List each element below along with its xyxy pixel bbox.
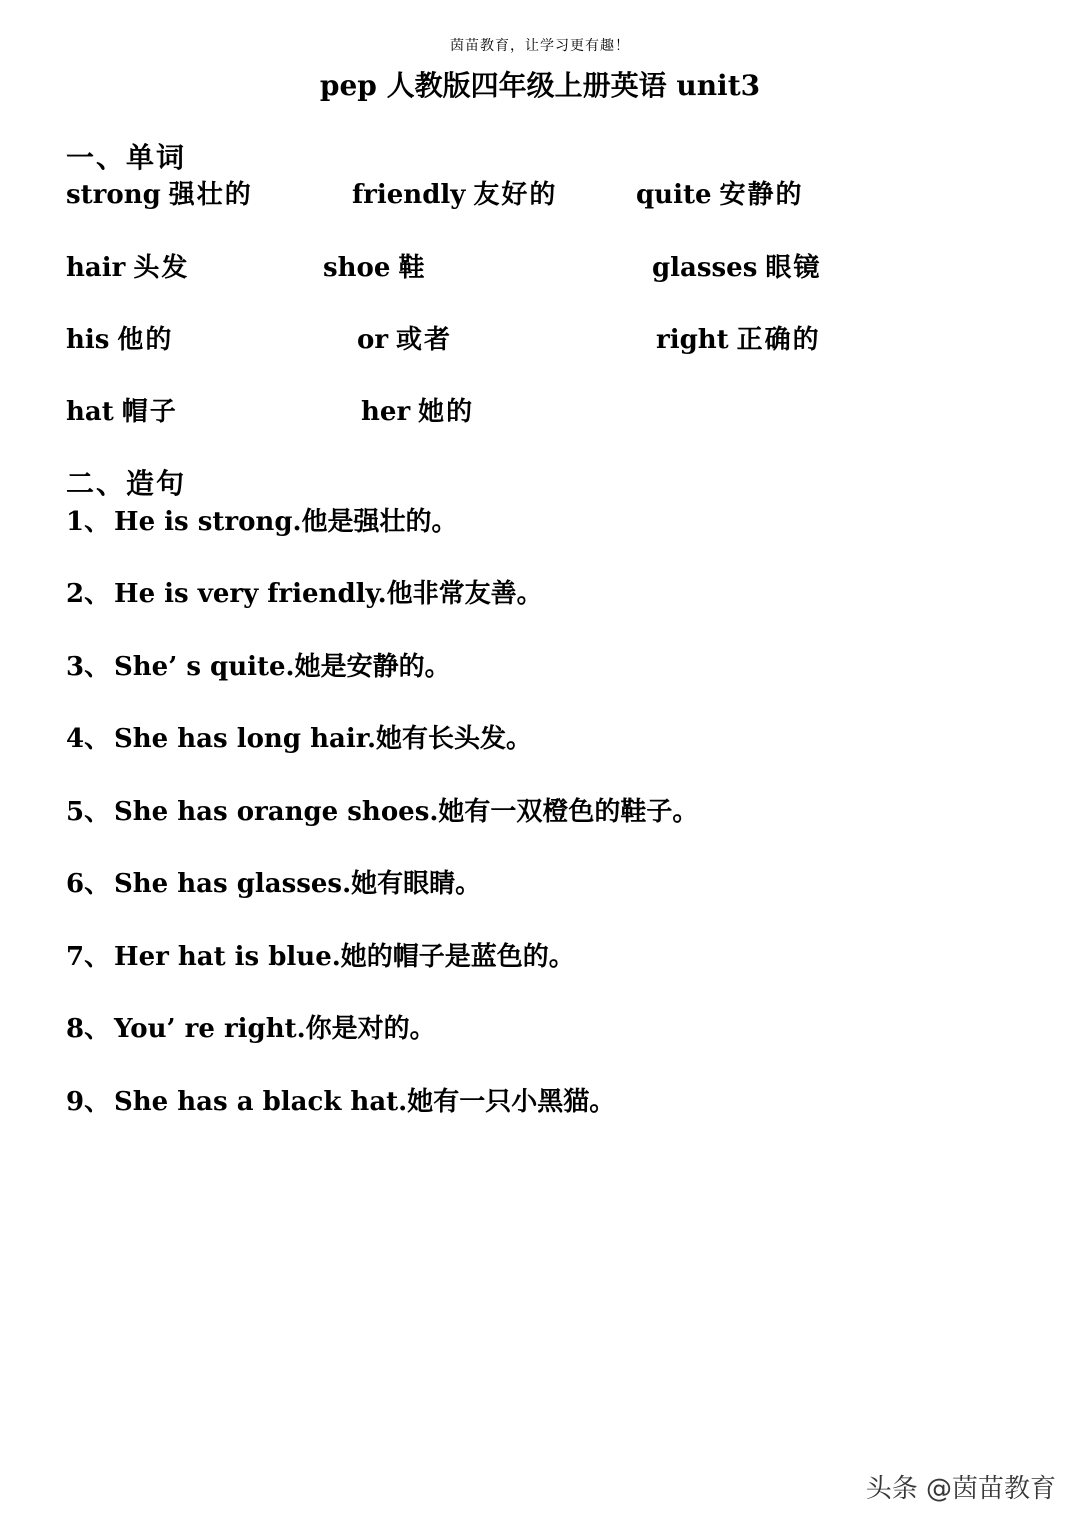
vocab-item-right xyxy=(656,319,821,356)
sentence-number: 2、 xyxy=(66,579,111,609)
sentence-number: 4、 xyxy=(66,724,111,754)
sentence-text: She has long hair.她有长头发。 xyxy=(114,724,533,754)
vocab-chinese: 安静的 xyxy=(719,180,804,210)
vocab-english: her xyxy=(361,397,411,427)
vocab-item-hat xyxy=(66,391,178,428)
vocab-chinese: 鞋 xyxy=(398,253,427,283)
sentence-6 xyxy=(66,863,481,900)
section-vocabulary-heading: 一、单词 xyxy=(66,141,187,174)
sentence-number: 7、 xyxy=(66,942,111,972)
vocab-english: shoe xyxy=(323,253,391,283)
sentence-number: 5、 xyxy=(66,797,111,827)
vocab-chinese: 或者 xyxy=(396,325,453,355)
sentence-text: She’ s quite.她是安静的。 xyxy=(114,652,451,682)
sentence-text: She has glasses.她有眼睛。 xyxy=(114,869,482,899)
sentence-text: He is strong.他是强壮的。 xyxy=(114,507,458,537)
vocab-english: or xyxy=(357,325,389,355)
sentence-9 xyxy=(66,1081,615,1118)
vocab-english: right xyxy=(656,325,729,355)
vocab-english: hair xyxy=(66,253,126,283)
vocab-english: strong xyxy=(66,180,161,210)
document-title: pep 人教版四年级上册英语 unit3 xyxy=(319,69,761,102)
sentence-8 xyxy=(66,1008,436,1045)
vocab-item-strong xyxy=(66,174,253,211)
sentence-text: He is very friendly.他非常友善。 xyxy=(114,579,543,609)
vocab-item-shoe xyxy=(323,247,426,284)
vocab-english: friendly xyxy=(352,180,466,210)
sentence-7 xyxy=(66,936,575,973)
vocab-item-or xyxy=(357,319,452,356)
sentence-number: 8、 xyxy=(66,1014,111,1044)
vocab-chinese: 头发 xyxy=(133,253,190,283)
header-note: 茵苗教育，让学习更有趣！ xyxy=(450,38,630,54)
vocab-chinese: 他的 xyxy=(117,325,174,355)
sentence-3 xyxy=(66,646,451,683)
watermark: 头条 @茵苗教育 xyxy=(865,1474,1056,1504)
sentence-text: You’ re right.你是对的。 xyxy=(114,1014,436,1044)
vocab-chinese: 正确的 xyxy=(736,325,821,355)
vocab-item-friendly xyxy=(352,174,557,211)
sentence-4 xyxy=(66,718,532,755)
vocab-item-glasses xyxy=(652,247,821,284)
vocab-item-his xyxy=(66,319,173,356)
vocab-english: his xyxy=(66,325,110,355)
sentence-5 xyxy=(66,791,698,828)
sentence-1 xyxy=(66,501,458,538)
sentence-2 xyxy=(66,573,543,610)
sentence-number: 1、 xyxy=(66,507,111,537)
vocab-chinese: 友好的 xyxy=(473,180,558,210)
vocab-chinese: 帽子 xyxy=(121,397,178,427)
section-sentences-heading: 二、造句 xyxy=(66,467,187,500)
sentence-number: 3、 xyxy=(66,652,111,682)
vocab-item-quite xyxy=(636,174,804,211)
sentence-number: 9、 xyxy=(66,1087,111,1117)
vocab-item-hair xyxy=(66,247,189,284)
vocab-chinese: 强壮的 xyxy=(168,180,253,210)
vocab-chinese: 她的 xyxy=(418,397,475,427)
sentence-text: She has a black hat.她有一只小黑猫。 xyxy=(114,1087,616,1117)
vocab-english: hat xyxy=(66,397,114,427)
sentence-text: Her hat is blue.她的帽子是蓝色的。 xyxy=(114,942,575,972)
vocab-english: quite xyxy=(636,180,712,210)
sentence-text: She has orange shoes.她有一双橙色的鞋子。 xyxy=(114,797,699,827)
vocab-chinese: 眼镜 xyxy=(765,253,822,283)
sentence-number: 6、 xyxy=(66,869,111,899)
vocab-item-her xyxy=(361,391,474,428)
vocab-english: glasses xyxy=(652,253,758,283)
